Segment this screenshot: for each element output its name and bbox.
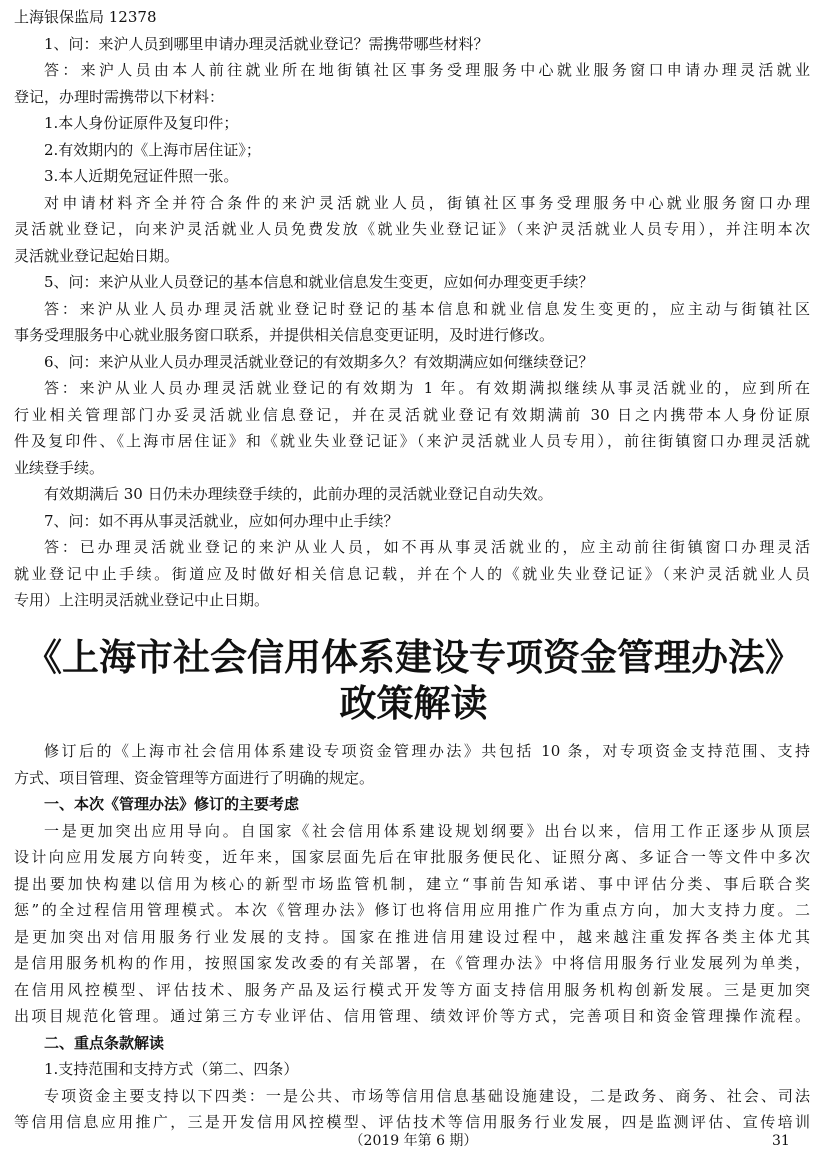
text-line: 答：来沪从业人员办理灵活就业登记的有效期为 1 年。有效期满拟继续从事灵活就业的，应到所在 — [44, 379, 810, 397]
text-line: 在信用风控模型、评估技术、服务产品及运行模式开发等方面支持信用服务机构创新发展。三是更加突 — [14, 980, 810, 999]
text-line: 1.支持范围和支持方式（第二、四条） — [44, 1060, 299, 1078]
text-line: 专用）上注明灵活就业登记中止日期。 — [14, 591, 270, 609]
text-line: 行业相关管理部门办妥灵活就业信息登记，并在灵活就业登记有效期满前 30 日之内携带本人身份证原 — [14, 405, 810, 424]
text-line: 修订后的《上海市社会信用体系建设专项资金管理办法》共包括 10 条，对专项资金支持范围、支持 — [44, 742, 810, 760]
text-line: 一是更加突出应用导向。自国家《社会信用体系建设规划纲要》出台以来，信用工作正逐步从顶层 — [44, 821, 810, 840]
text-line: 答：来沪从业人员办理灵活就业登记时登记的基本信息和就业信息发生变更的，应主动与街镇社区 — [44, 299, 810, 318]
text-line: 2.有效期内的《上海市居住证》； — [44, 140, 261, 159]
article-title-line-2: 政策解读 — [339, 681, 488, 725]
text-line: 有效期满后 30 日仍未办理续登手续的，此前办理的灵活就业登记自动失效。 — [44, 485, 553, 503]
text-line: 方式、项目管理、资金管理等方面进行了明确的规定。 — [14, 768, 375, 787]
article-title-line-1: 《上海市社会信用体系建设专项资金管理办法》 — [25, 635, 802, 679]
text-line: 业续登手续。 — [14, 458, 105, 477]
text-line: 事务受理服务中心就业服务窗口联系，并提供相关信息变更证明，及时进行修改。 — [14, 326, 555, 344]
section-heading: 二、重点条款解读 — [44, 1033, 165, 1052]
text-line: 设计向应用发展方向转变，近年来，国家层面先后在审批服务便民化、证照分离、多证合一等文件中多次 — [14, 848, 810, 866]
text-line: 专项资金主要支持以下四类：一是公共、市场等信用信息基础设施建设，二是政务、商务、社会、司法 — [44, 1086, 810, 1105]
text-line: 对申请材料齐全并符合条件的来沪灵活就业人员，街镇社区事务受理服务中心就业服务窗口办理 — [44, 193, 810, 212]
text-line: 等信用信息应用推广，三是开发信用风控模型、评估技术等信用服务行业发展，四是监测评估、宣传培训 — [14, 1113, 810, 1131]
text-line: 惩”的全过程信用管理模式。本次《管理办法》修订也将信用应用推广作为重点方向，加大支持力度。二 — [14, 901, 810, 919]
text-line: 提出要加快构建以信用为核心的新型市场监管机制，建立“事前告知承诺、事中评估分类、事后联合奖 — [14, 874, 810, 893]
text-line: 就业登记中止手续。街道应及时做好相关信息记载，并在个人的《就业失业登记证》（来沪灵活就业人员 — [14, 564, 810, 583]
text-line: 灵活就业登记起始日期。 — [14, 246, 180, 265]
text-line: 答：来沪人员由本人前往就业所在地街镇社区事务受理服务中心就业服务窗口申请办理灵活就业 — [44, 61, 810, 79]
section-heading: 一、本次《管理办法》修订的主要考虑 — [44, 795, 300, 813]
text-line: 是信用服务机构的作用，按照国家发改委的有关部署，在《管理办法》中将信用服务行业发展列为单类， — [14, 954, 810, 972]
text-line: 3.本人近期免冠证件照一张。 — [44, 167, 239, 185]
text-line: 上海银保监局 12378 — [14, 8, 157, 26]
text-line: 灵活就业登记，向来沪灵活就业人员免费发放《就业失业登记证》（来沪灵活就业人员专用），并注明本次 — [14, 220, 810, 238]
text-line: 6、问：来沪从业人员办理灵活就业登记的有效期多久？有效期满应如何继续登记？ — [44, 352, 594, 371]
page-number: 31 — [772, 1133, 790, 1149]
text-line: 答：已办理灵活就业登记的来沪从业人员，如不再从事灵活就业的，应主动前往街镇窗口办理灵活 — [44, 538, 810, 556]
text-line: 件及复印件、《上海市居住证》和《就业失业登记证》（来沪灵活就业人员专用），前往街镇窗口办理灵活就 — [14, 432, 810, 450]
text-line: 7、问：如不再从事灵活就业，应如何办理中止手续？ — [44, 511, 399, 530]
text-line: 5、问：来沪从业人员登记的基本信息和就业信息发生变更，应如何办理变更手续？ — [44, 273, 594, 291]
text-line: 是更加突出对信用服务行业发展的支持。国家在推进信用建设过程中，越来越注重发挥各类主体尤其 — [14, 927, 810, 946]
text-line: 1、问：来沪人员到哪里申请办理灵活就业登记？需携带哪些材料？ — [44, 34, 489, 53]
issue-number: （2019 年第 6 期） — [349, 1133, 478, 1149]
text-line: 登记，办理时需携带以下材料： — [14, 87, 225, 106]
text-line: 1.本人身份证原件及复印件； — [44, 114, 239, 132]
text-line: 出项目规范化管理。通过第三方专业评估、信用管理、绩效评价等方式，完善项目和资金管理操作流程。 — [14, 1007, 810, 1025]
